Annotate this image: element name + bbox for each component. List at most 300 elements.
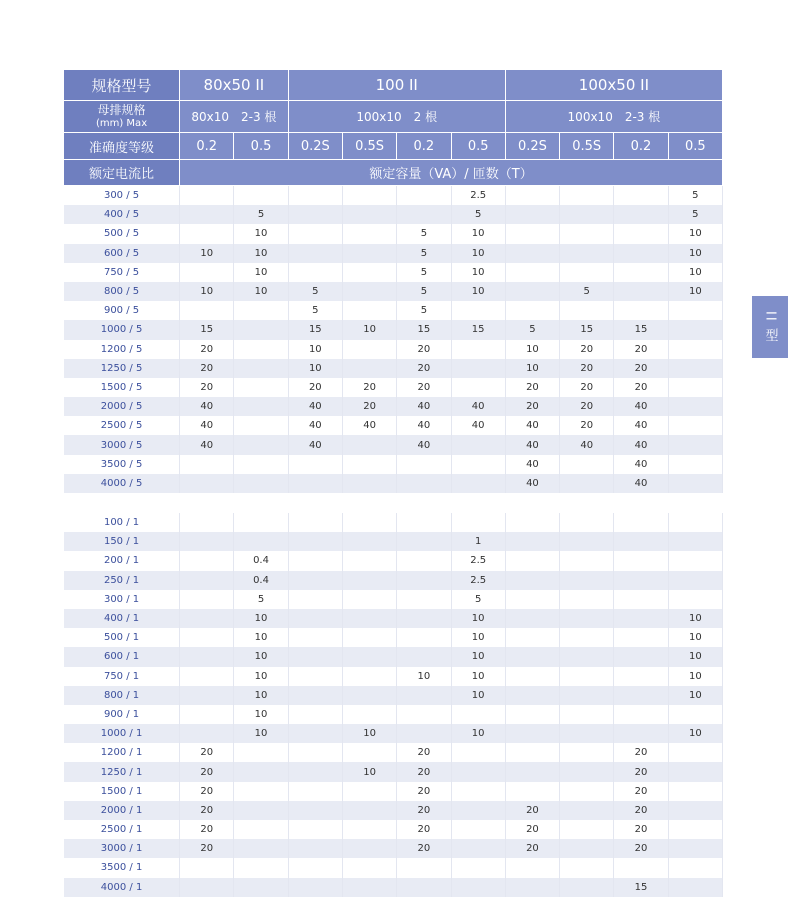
capacity-cell: 5 bbox=[397, 244, 451, 263]
spacer-cell bbox=[64, 493, 723, 513]
capacity-cell: 20 bbox=[342, 397, 396, 416]
capacity-cell: 5 bbox=[397, 263, 451, 282]
capacity-cell bbox=[342, 743, 396, 762]
capacity-cell: 10 bbox=[451, 667, 505, 686]
capacity-cell bbox=[397, 878, 451, 897]
capacity-cell: 40 bbox=[288, 397, 342, 416]
capacity-cell bbox=[668, 416, 722, 435]
capacity-cell: 20 bbox=[505, 839, 559, 858]
table-row bbox=[64, 628, 723, 647]
capacity-cell: 2.5 bbox=[451, 571, 505, 590]
capacity-cell bbox=[342, 628, 396, 647]
capacity-cell: 20 bbox=[614, 762, 668, 781]
capacity-cell bbox=[288, 590, 342, 609]
capacity-cell: 10 bbox=[288, 340, 342, 359]
capacity-cell: 20 bbox=[180, 820, 234, 839]
capacity-cell bbox=[614, 590, 668, 609]
capacity-cell bbox=[180, 513, 234, 532]
ratio-cell: 1500 / 1 bbox=[64, 782, 180, 801]
capacity-cell bbox=[451, 782, 505, 801]
ratio-cell: 300 / 1 bbox=[64, 590, 180, 609]
capacity-cell: 20 bbox=[560, 359, 614, 378]
capacity-cell: 10 bbox=[668, 667, 722, 686]
capacity-cell: 40 bbox=[505, 455, 559, 474]
capacity-cell bbox=[451, 474, 505, 493]
capacity-cell: 20 bbox=[505, 801, 559, 820]
capacity-cell bbox=[397, 705, 451, 724]
capacity-cell bbox=[451, 301, 505, 320]
ratio-cell: 1000 / 1 bbox=[64, 724, 180, 743]
capacity-cell bbox=[180, 705, 234, 724]
capacity-cell bbox=[505, 301, 559, 320]
ratio-cell: 500 / 5 bbox=[64, 224, 180, 243]
capacity-cell bbox=[560, 801, 614, 820]
capacity-cell bbox=[560, 647, 614, 666]
busbar-row bbox=[64, 101, 723, 133]
capacity-cell: 10 bbox=[668, 609, 722, 628]
capacity-cell bbox=[180, 301, 234, 320]
capacity-cell bbox=[288, 667, 342, 686]
capacity-cell bbox=[234, 878, 288, 897]
table-row bbox=[64, 205, 723, 224]
table-row bbox=[64, 839, 723, 858]
capacity-cell bbox=[180, 858, 234, 877]
accuracy-label: 准确度等级 bbox=[64, 133, 180, 160]
busbar-spec-2: 100x10 2 根 bbox=[288, 101, 505, 133]
capacity-cell bbox=[180, 667, 234, 686]
capacity-cell bbox=[560, 186, 614, 206]
accuracy-class-6: 0.5 bbox=[451, 133, 505, 160]
capacity-cell bbox=[505, 762, 559, 781]
capacity-cell bbox=[288, 647, 342, 666]
capacity-cell bbox=[180, 263, 234, 282]
ratio-cell: 1500 / 5 bbox=[64, 378, 180, 397]
capacity-cell: 10 bbox=[288, 359, 342, 378]
capacity-cell: 20 bbox=[614, 782, 668, 801]
capacity-cell bbox=[342, 340, 396, 359]
capacity-cell: 20 bbox=[180, 340, 234, 359]
capacity-cell bbox=[397, 571, 451, 590]
capacity-cell: 10 bbox=[234, 282, 288, 301]
accuracy-class-2: 0.5 bbox=[234, 133, 288, 160]
capacity-cell: 10 bbox=[451, 263, 505, 282]
capacity-cell: 10 bbox=[505, 359, 559, 378]
capacity-cell: 40 bbox=[614, 397, 668, 416]
capacity-cell: 10 bbox=[234, 724, 288, 743]
capacity-cell: 5 bbox=[234, 205, 288, 224]
capacity-cell: 20 bbox=[614, 801, 668, 820]
capacity-cell: 40 bbox=[397, 435, 451, 454]
capacity-cell: 10 bbox=[234, 686, 288, 705]
capacity-cell: 20 bbox=[560, 378, 614, 397]
capacity-cell bbox=[234, 743, 288, 762]
capacity-cell bbox=[180, 686, 234, 705]
capacity-cell: 10 bbox=[668, 628, 722, 647]
capacity-cell bbox=[288, 628, 342, 647]
capacity-cell: 20 bbox=[397, 801, 451, 820]
capacity-cell bbox=[505, 282, 559, 301]
capacity-cell: 40 bbox=[614, 435, 668, 454]
capacity-cell bbox=[451, 839, 505, 858]
capacity-cell bbox=[560, 878, 614, 897]
ratio-cell: 600 / 5 bbox=[64, 244, 180, 263]
ratio-cell: 4000 / 5 bbox=[64, 474, 180, 493]
capacity-cell bbox=[668, 397, 722, 416]
capacity-cell bbox=[288, 705, 342, 724]
capacity-cell bbox=[451, 455, 505, 474]
capacity-cell bbox=[505, 628, 559, 647]
capacity-cell bbox=[451, 858, 505, 877]
capacity-cell: 40 bbox=[505, 416, 559, 435]
capacity-cell bbox=[342, 186, 396, 206]
capacity-cell: 10 bbox=[668, 244, 722, 263]
capacity-cell bbox=[560, 724, 614, 743]
table-row bbox=[64, 686, 723, 705]
capacity-cell: 5 bbox=[668, 186, 722, 206]
capacity-cell bbox=[560, 667, 614, 686]
capacity-cell bbox=[342, 244, 396, 263]
capacity-cell bbox=[668, 455, 722, 474]
capacity-cell bbox=[668, 878, 722, 897]
capacity-cell bbox=[560, 224, 614, 243]
capacity-cell: 15 bbox=[560, 320, 614, 339]
capacity-cell bbox=[668, 320, 722, 339]
capacity-cell bbox=[451, 359, 505, 378]
capacity-cell bbox=[560, 551, 614, 570]
ratio-header-row bbox=[64, 160, 723, 186]
capacity-cell bbox=[288, 609, 342, 628]
capacity-cell: 10 bbox=[668, 647, 722, 666]
capacity-cell bbox=[451, 435, 505, 454]
ratio-cell: 1000 / 5 bbox=[64, 320, 180, 339]
capacity-cell: 20 bbox=[614, 820, 668, 839]
capacity-cell bbox=[234, 320, 288, 339]
capacity-cell bbox=[342, 705, 396, 724]
capacity-cell bbox=[505, 743, 559, 762]
spec-table bbox=[64, 70, 723, 897]
capacity-cell: 1 bbox=[451, 532, 505, 551]
capacity-cell bbox=[614, 628, 668, 647]
table-row bbox=[64, 244, 723, 263]
capacity-cell bbox=[614, 532, 668, 551]
capacity-cell bbox=[560, 263, 614, 282]
capacity-cell bbox=[505, 513, 559, 532]
accuracy-class-10: 0.5 bbox=[668, 133, 722, 160]
capacity-cell bbox=[342, 301, 396, 320]
capacity-cell bbox=[668, 301, 722, 320]
capacity-cell: 5 bbox=[397, 224, 451, 243]
model-row bbox=[64, 70, 723, 101]
capacity-cell bbox=[668, 839, 722, 858]
capacity-cell: 40 bbox=[180, 397, 234, 416]
capacity-cell bbox=[342, 782, 396, 801]
capacity-cell: 5 bbox=[288, 301, 342, 320]
capacity-cell bbox=[234, 474, 288, 493]
capacity-cell: 0.4 bbox=[234, 571, 288, 590]
capacity-cell bbox=[397, 532, 451, 551]
capacity-cell bbox=[288, 839, 342, 858]
table-row bbox=[64, 705, 723, 724]
capacity-cell: 20 bbox=[614, 839, 668, 858]
capacity-cell bbox=[234, 858, 288, 877]
capacity-cell bbox=[288, 782, 342, 801]
capacity-cell bbox=[560, 762, 614, 781]
capacity-cell: 10 bbox=[668, 724, 722, 743]
capacity-cell bbox=[342, 686, 396, 705]
table-row bbox=[64, 724, 723, 743]
capacity-cell bbox=[614, 205, 668, 224]
ratio-cell: 3000 / 1 bbox=[64, 839, 180, 858]
capacity-cell bbox=[451, 820, 505, 839]
capacity-cell bbox=[342, 205, 396, 224]
capacity-cell bbox=[342, 609, 396, 628]
capacity-cell: 2.5 bbox=[451, 551, 505, 570]
capacity-cell bbox=[234, 397, 288, 416]
section-1a bbox=[64, 513, 723, 897]
capacity-cell bbox=[288, 474, 342, 493]
capacity-cell bbox=[668, 801, 722, 820]
capacity-cell bbox=[560, 686, 614, 705]
accuracy-row bbox=[64, 133, 723, 160]
capacity-cell bbox=[342, 513, 396, 532]
busbar-label-main: 母排规格 bbox=[97, 102, 146, 117]
capacity-cell: 10 bbox=[342, 320, 396, 339]
table-row bbox=[64, 590, 723, 609]
ratio-cell: 750 / 1 bbox=[64, 667, 180, 686]
capacity-cell bbox=[234, 513, 288, 532]
capacity-cell bbox=[180, 647, 234, 666]
capacity-cell bbox=[668, 782, 722, 801]
table-row bbox=[64, 186, 723, 206]
busbar-label bbox=[64, 101, 180, 133]
table-row bbox=[64, 878, 723, 897]
capacity-cell: 20 bbox=[505, 397, 559, 416]
capacity-cell: 20 bbox=[342, 378, 396, 397]
capacity-cell bbox=[397, 513, 451, 532]
capacity-cell bbox=[180, 474, 234, 493]
capacity-cell bbox=[614, 571, 668, 590]
ratio-cell: 100 / 1 bbox=[64, 513, 180, 532]
capacity-cell bbox=[234, 532, 288, 551]
capacity-cell bbox=[668, 858, 722, 877]
capacity-cell bbox=[180, 205, 234, 224]
capacity-cell bbox=[288, 571, 342, 590]
capacity-cell: 40 bbox=[180, 435, 234, 454]
capacity-cell bbox=[397, 186, 451, 206]
capacity-cell bbox=[234, 820, 288, 839]
capacity-cell bbox=[505, 609, 559, 628]
capacity-cell bbox=[560, 590, 614, 609]
capacity-cell: 10 bbox=[505, 340, 559, 359]
capacity-cell: 10 bbox=[451, 628, 505, 647]
capacity-cell: 10 bbox=[342, 724, 396, 743]
capacity-cell bbox=[614, 705, 668, 724]
capacity-cell bbox=[397, 647, 451, 666]
capacity-cell bbox=[234, 782, 288, 801]
model-header-3: 100x50 II bbox=[505, 70, 722, 101]
capacity-cell bbox=[342, 532, 396, 551]
table-row bbox=[64, 513, 723, 532]
table-row bbox=[64, 301, 723, 320]
capacity-cell: 10 bbox=[234, 647, 288, 666]
capacity-cell bbox=[451, 340, 505, 359]
ratio-cell: 2500 / 5 bbox=[64, 416, 180, 435]
side-tab[interactable]: II 型 bbox=[752, 296, 788, 358]
capacity-cell: 40 bbox=[505, 474, 559, 493]
capacity-cell bbox=[288, 551, 342, 570]
ratio-cell: 900 / 1 bbox=[64, 705, 180, 724]
capacity-cell bbox=[180, 590, 234, 609]
capacity-cell bbox=[234, 378, 288, 397]
table-row bbox=[64, 571, 723, 590]
table-row bbox=[64, 263, 723, 282]
capacity-cell bbox=[180, 224, 234, 243]
capacity-cell: 40 bbox=[614, 416, 668, 435]
table-row bbox=[64, 801, 723, 820]
capacity-cell bbox=[342, 551, 396, 570]
capacity-cell: 20 bbox=[180, 378, 234, 397]
capacity-cell bbox=[560, 301, 614, 320]
model-label: 规格型号 bbox=[64, 70, 180, 101]
capacity-cell: 10 bbox=[180, 282, 234, 301]
capacity-cell bbox=[180, 455, 234, 474]
capacity-cell: 10 bbox=[451, 609, 505, 628]
capacity-cell bbox=[180, 186, 234, 206]
capacity-cell bbox=[342, 455, 396, 474]
model-header-2: 100 II bbox=[288, 70, 505, 101]
capacity-cell bbox=[342, 282, 396, 301]
capacity-cell: 20 bbox=[397, 378, 451, 397]
capacity-cell bbox=[342, 590, 396, 609]
capacity-cell bbox=[288, 263, 342, 282]
capacity-cell: 20 bbox=[397, 782, 451, 801]
capacity-cell: 15 bbox=[614, 320, 668, 339]
section-gap bbox=[64, 493, 723, 513]
capacity-cell: 15 bbox=[288, 320, 342, 339]
capacity-cell bbox=[342, 858, 396, 877]
capacity-cell bbox=[560, 455, 614, 474]
capacity-cell bbox=[668, 435, 722, 454]
ratio-cell: 750 / 5 bbox=[64, 263, 180, 282]
ratio-cell: 400 / 5 bbox=[64, 205, 180, 224]
ratio-cell: 3000 / 5 bbox=[64, 435, 180, 454]
capacity-cell: 10 bbox=[668, 224, 722, 243]
capacity-cell bbox=[668, 340, 722, 359]
capacity-cell bbox=[288, 244, 342, 263]
table-row bbox=[64, 667, 723, 686]
capacity-cell: 20 bbox=[397, 839, 451, 858]
capacity-cell bbox=[180, 571, 234, 590]
capacity-cell bbox=[234, 359, 288, 378]
capacity-cell bbox=[560, 244, 614, 263]
capacity-cell bbox=[668, 705, 722, 724]
capacity-cell: 20 bbox=[505, 378, 559, 397]
ratio-cell: 400 / 1 bbox=[64, 609, 180, 628]
busbar-spec-3: 100x10 2-3 根 bbox=[505, 101, 722, 133]
capacity-cell: 20 bbox=[397, 743, 451, 762]
table-row bbox=[64, 435, 723, 454]
capacity-cell bbox=[668, 378, 722, 397]
capacity-cell bbox=[234, 762, 288, 781]
capacity-cell: 20 bbox=[397, 359, 451, 378]
capacity-cell: 15 bbox=[180, 320, 234, 339]
busbar-spec-1: 80x10 2-3 根 bbox=[180, 101, 289, 133]
capacity-cell: 40 bbox=[451, 397, 505, 416]
capacity-cell bbox=[180, 609, 234, 628]
capacity-cell bbox=[668, 590, 722, 609]
capacity-cell bbox=[397, 455, 451, 474]
capacity-cell bbox=[505, 647, 559, 666]
table-row bbox=[64, 743, 723, 762]
ratio-cell: 1250 / 5 bbox=[64, 359, 180, 378]
capacity-cell bbox=[614, 282, 668, 301]
capacity-cell bbox=[288, 801, 342, 820]
accuracy-class-5: 0.2 bbox=[397, 133, 451, 160]
capacity-cell: 40 bbox=[180, 416, 234, 435]
capacity-cell bbox=[560, 628, 614, 647]
table-row bbox=[64, 762, 723, 781]
ratio-cell: 1200 / 1 bbox=[64, 743, 180, 762]
capacity-cell bbox=[234, 301, 288, 320]
capacity-cell bbox=[288, 878, 342, 897]
capacity-cell bbox=[180, 628, 234, 647]
table-row bbox=[64, 551, 723, 570]
capacity-cell bbox=[342, 801, 396, 820]
capacity-cell bbox=[288, 532, 342, 551]
capacity-cell bbox=[560, 858, 614, 877]
busbar-label-sub: (mm) Max bbox=[95, 117, 148, 129]
capacity-cell bbox=[234, 801, 288, 820]
accuracy-class-8: 0.5S bbox=[560, 133, 614, 160]
capacity-cell bbox=[288, 224, 342, 243]
capacity-cell bbox=[614, 686, 668, 705]
ratio-cell: 2000 / 1 bbox=[64, 801, 180, 820]
capacity-cell: 5 bbox=[397, 282, 451, 301]
capacity-cell bbox=[342, 435, 396, 454]
ratio-cell: 800 / 5 bbox=[64, 282, 180, 301]
ratio-cell: 4000 / 1 bbox=[64, 878, 180, 897]
capacity-cell: 10 bbox=[451, 244, 505, 263]
capacity-cell bbox=[342, 820, 396, 839]
capacity-cell: 20 bbox=[180, 782, 234, 801]
ratio-cell: 800 / 1 bbox=[64, 686, 180, 705]
capacity-cell bbox=[342, 839, 396, 858]
capacity-cell bbox=[560, 205, 614, 224]
capacity-cell bbox=[614, 551, 668, 570]
capacity-cell bbox=[234, 839, 288, 858]
capacity-cell bbox=[288, 455, 342, 474]
capacity-cell bbox=[614, 263, 668, 282]
capacity-cell bbox=[397, 609, 451, 628]
capacity-cell bbox=[288, 186, 342, 206]
capacity-cell bbox=[614, 513, 668, 532]
capacity-cell bbox=[668, 762, 722, 781]
capacity-cell bbox=[397, 724, 451, 743]
accuracy-class-9: 0.2 bbox=[614, 133, 668, 160]
capacity-cell: 5 bbox=[397, 301, 451, 320]
ratio-cell: 200 / 1 bbox=[64, 551, 180, 570]
capacity-cell: 10 bbox=[180, 244, 234, 263]
capacity-cell: 20 bbox=[180, 743, 234, 762]
capacity-cell bbox=[560, 609, 614, 628]
ratio-cell: 2000 / 5 bbox=[64, 397, 180, 416]
capacity-cell bbox=[451, 705, 505, 724]
accuracy-class-7: 0.2S bbox=[505, 133, 559, 160]
table-row bbox=[64, 820, 723, 839]
table-row bbox=[64, 858, 723, 877]
capacity-cell: 20 bbox=[397, 820, 451, 839]
capacity-cell bbox=[342, 571, 396, 590]
